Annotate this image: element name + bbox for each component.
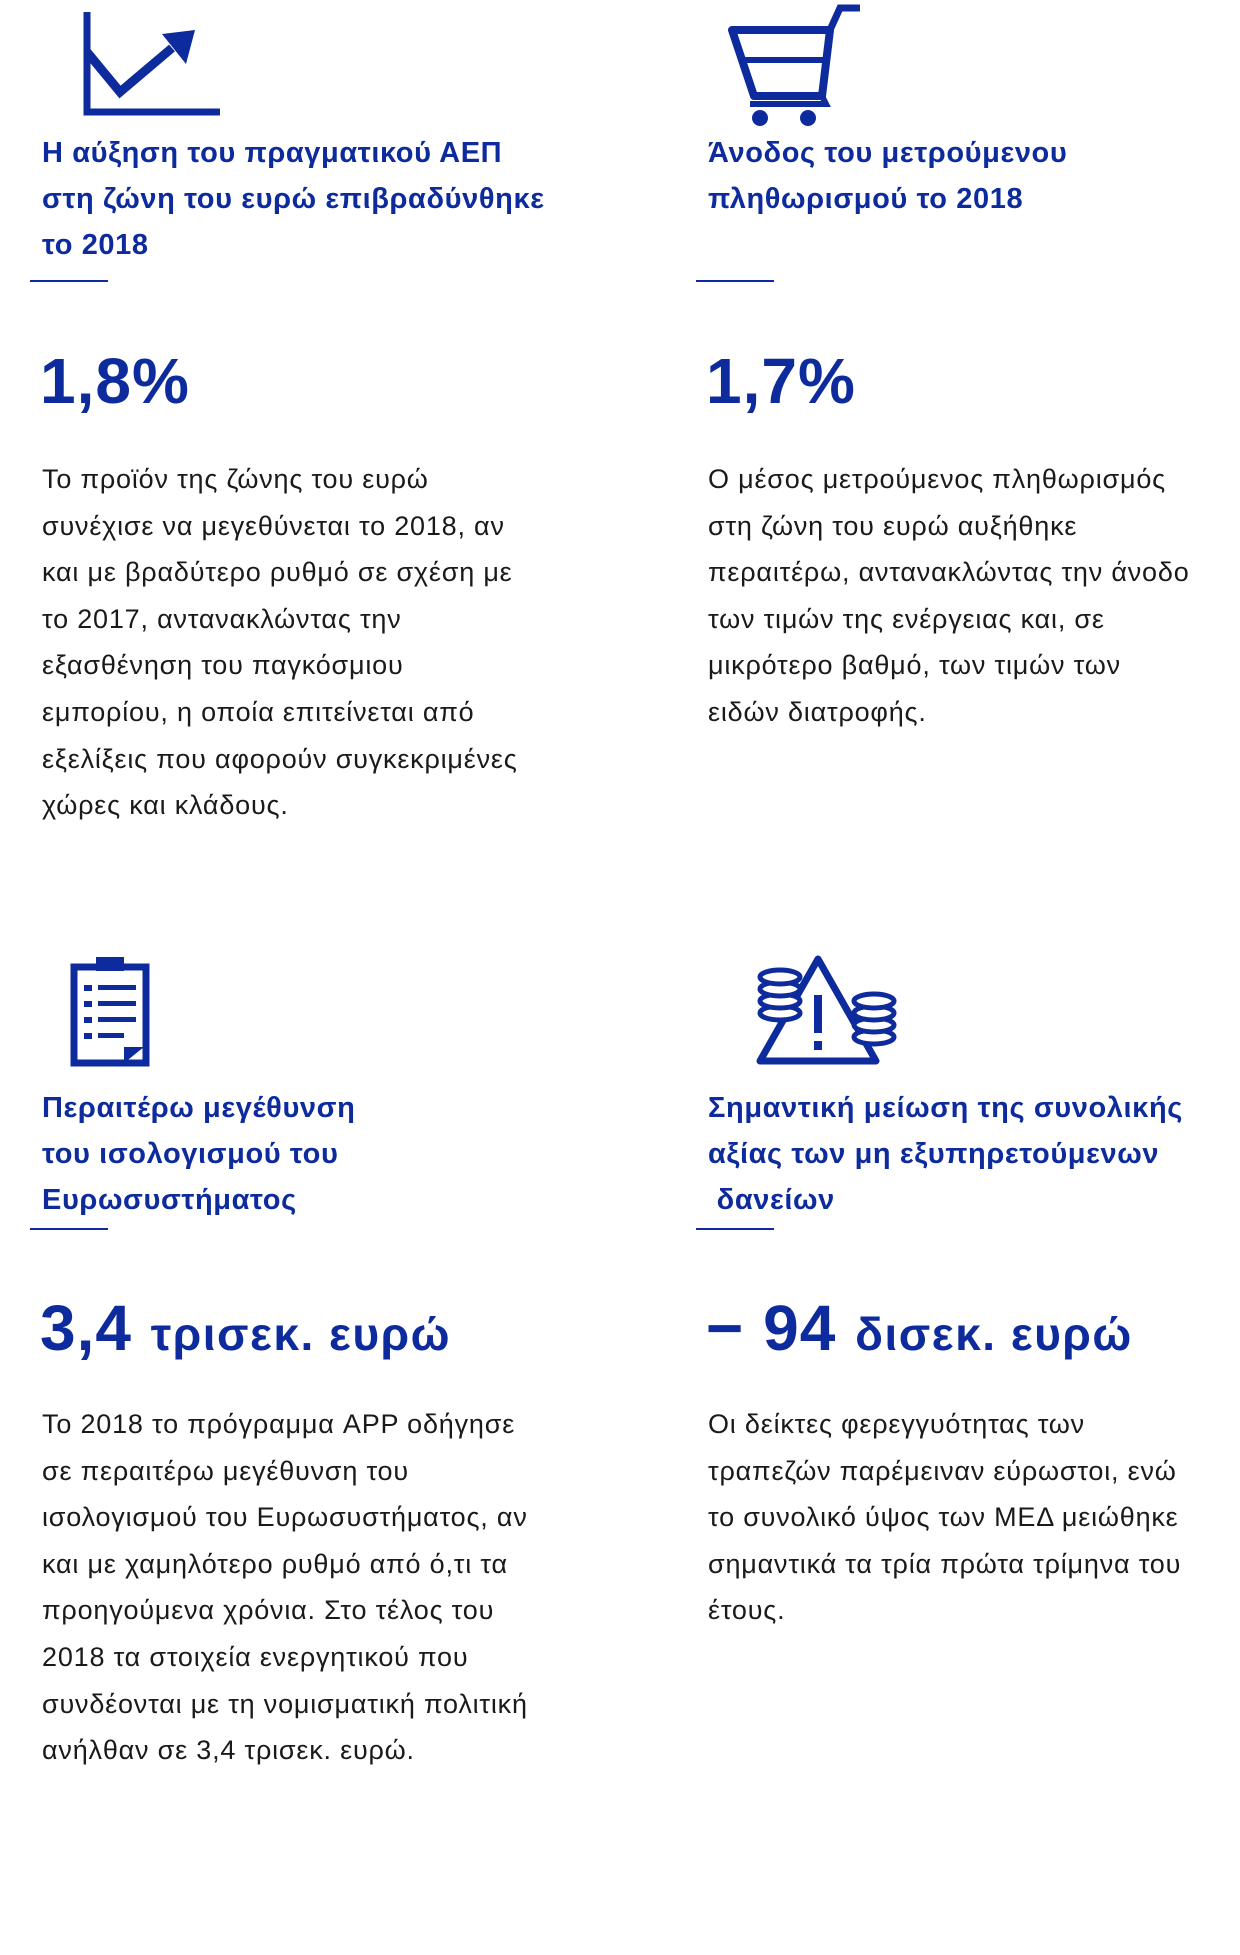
trend-up-chart-icon — [82, 12, 222, 116]
card-body-text: Το 2018 το πρόγραμμα APP οδήγησε σε περαιτέρω μεγέθυνση του ισολογισμού του Ευρωσυστήματος, αν και με χαμηλότερο ρυθμό από ό,τι τα προηγούμενα χρόνια. Στο τέλος του 2018 τα στοιχεία ενεργητικού που συνδέονται με τη νομισματική πολιτική ανήλθαν σε 3,4 τρισεκ. ευρώ. — [42, 1409, 528, 1766]
divider-line — [696, 280, 774, 282]
card-body-text: Ο μέσος μετρούμενος πληθωρισμός στη ζώνη του ευρώ αυξήθηκε περαιτέρω, αντανακλώντας την άνοδο των τιμών της ενέργειας και, σε μικρότερο βαθμό, των τιμών των ειδών διατροφής. — [708, 464, 1190, 727]
card-headline: Η αύξηση του πραγματικού ΑΕΠ στη ζώνη του ευρώ επιβραδύνθηκε το 2018 — [42, 137, 545, 261]
divider-line — [30, 1228, 108, 1230]
divider-line — [30, 280, 108, 282]
card-headline: Σημαντική μείωση της συνολικής αξίας των μη εξυπηρετούμενων δανείων — [708, 1092, 1183, 1216]
card-body-text: Το προϊόν της ζώνης του ευρώ συνέχισε να μεγεθύνεται το 2018, αν και με βραδύτερο ρυθμό σε σχέση με το 2017, αντανακλώντας την εξασθένηση του παγκόσμιου εμπορίου, η οποία επιτείνεται από εξελίξεις που αφορούν συγκεκριμένες χώρες και κλάδους. — [42, 464, 518, 821]
headline-figure: 1,8% — [40, 345, 190, 417]
warning-coins-icon — [756, 955, 902, 1065]
card-body-text: Οι δείκτες φερεγγυότητας των τραπεζών παρέμειναν εύρωστοι, ενώ το συνολικό ύψος των ΜΕΔ μειώθηκε σημαντικά τα τρία πρώτα τρίμηνα του έτους. — [708, 1409, 1182, 1626]
headline-figure: − 94 δισεκ. ευρώ — [706, 1292, 1133, 1364]
headline-figure: 1,7% — [706, 345, 856, 417]
clipboard-checklist-icon — [70, 955, 150, 1067]
headline-figure: 3,4 τρισεκ. ευρώ — [40, 1292, 451, 1364]
card-headline: Άνοδος του μετρούμενου πληθωρισμού το 2018 — [708, 137, 1068, 215]
card-headline: Περαιτέρω μεγέθυνση του ισολογισμού του Ευρωσυστήματος — [42, 1092, 356, 1216]
shopping-cart-icon — [726, 0, 866, 128]
divider-line — [696, 1228, 774, 1230]
